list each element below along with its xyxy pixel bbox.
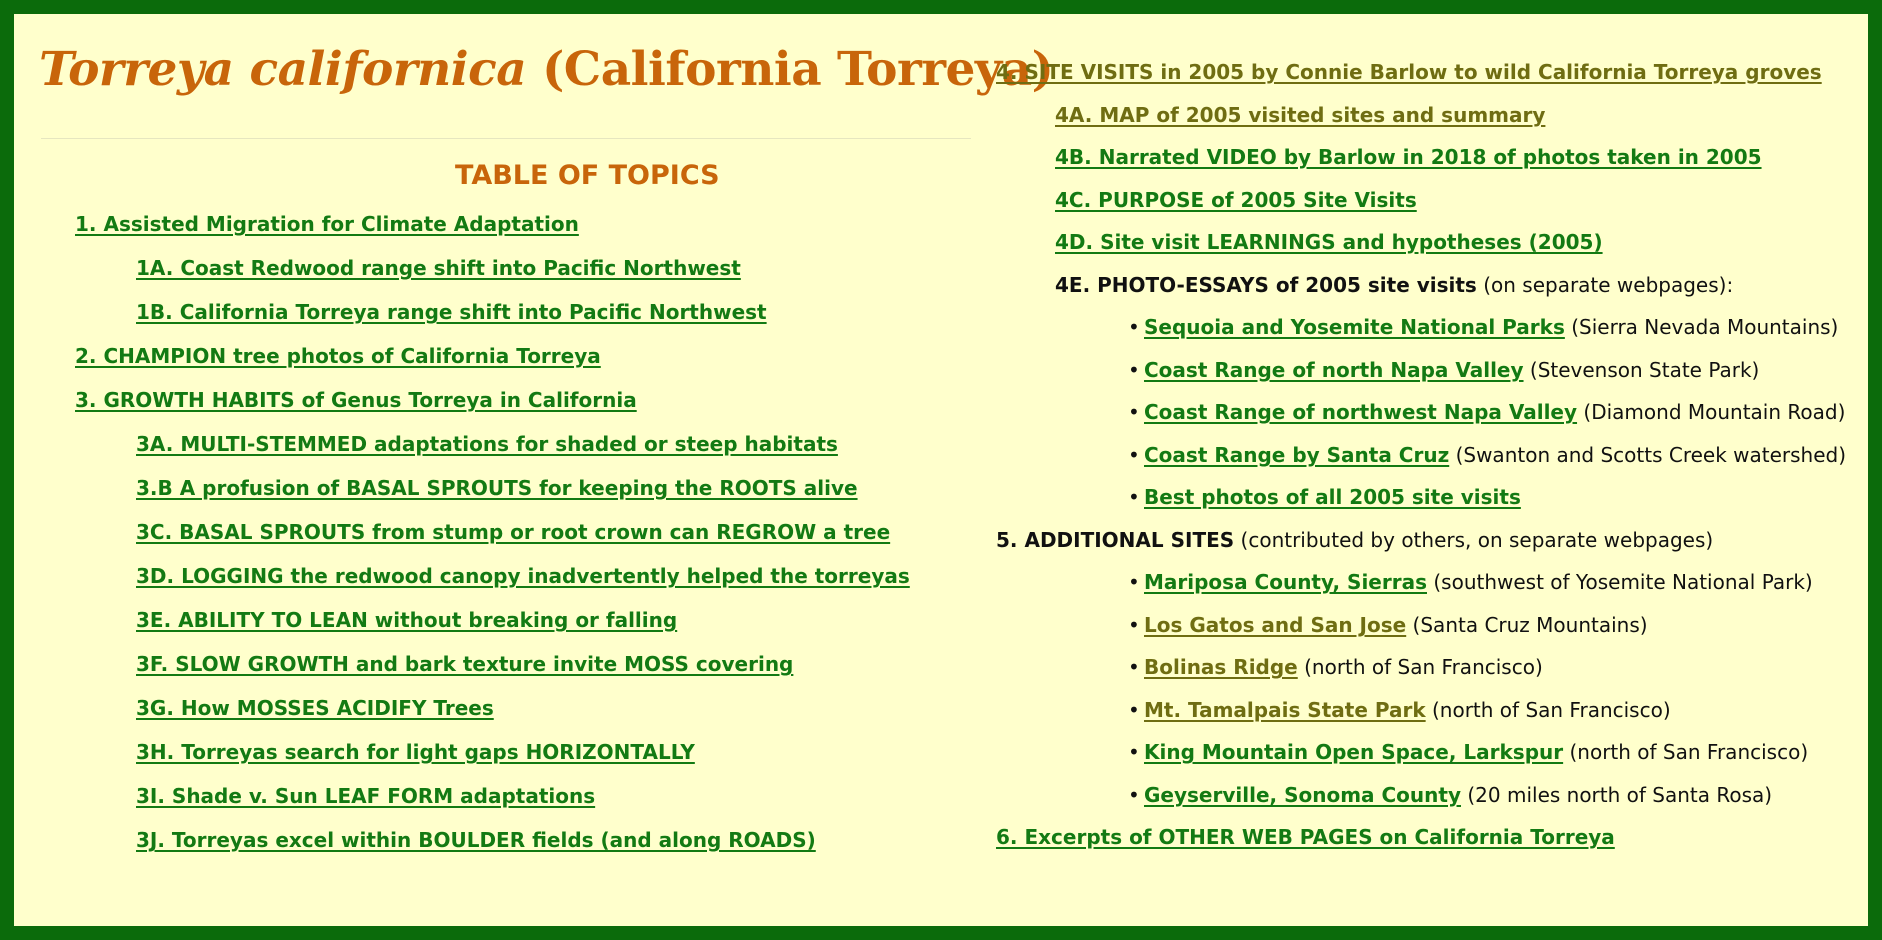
- toc-item-3e[interactable]: [136, 608, 677, 632]
- toc-item-4d[interactable]: [1055, 230, 1603, 254]
- toc-item-6[interactable]: [996, 825, 1615, 849]
- toc-item-3g[interactable]: [136, 696, 494, 720]
- toc-link[interactable]: 3A. MULTI-STEMMED adaptations for shaded or steep habitats: [136, 432, 838, 456]
- item-note: (Swanton and Scotts Creek watershed): [1449, 443, 1847, 467]
- toc-link[interactable]: 3.B A profusion of BASAL SPROUTS for keeping the ROOTS alive: [136, 476, 858, 500]
- item-note: (Stevenson State Park): [1523, 358, 1760, 382]
- additional-site-item[interactable]: [1128, 655, 1543, 679]
- photo-essay-link[interactable]: Coast Range by Santa Cruz: [1144, 443, 1450, 467]
- photo-essay-item[interactable]: [1128, 485, 1521, 509]
- additional-site-link[interactable]: Bolinas Ridge: [1144, 655, 1298, 679]
- photo-essay-item[interactable]: [1128, 443, 1847, 467]
- toc-item-3[interactable]: [75, 388, 637, 412]
- toc-link[interactable]: 1B. California Torreya range shift into Pacific Northwest: [136, 300, 767, 324]
- section-note: (on separate webpages):: [1476, 273, 1734, 297]
- toc-link[interactable]: 3G. How MOSSES ACIDIFY Trees: [136, 696, 494, 720]
- toc-link[interactable]: 6. Excerpts of OTHER WEB PAGES on California Torreya: [996, 825, 1615, 849]
- bullet-icon: •: [1128, 655, 1140, 679]
- additional-site-link[interactable]: Mt. Tamalpais State Park: [1144, 698, 1426, 722]
- toc-link[interactable]: 3. GROWTH HABITS of Genus Torreya in California: [75, 388, 637, 412]
- toc-link[interactable]: 4B. Narrated VIDEO by Barlow in 2018 of photos taken in 2005: [1055, 145, 1762, 169]
- title-scientific-name: Torreya californica: [39, 42, 527, 97]
- toc-item-4[interactable]: [996, 60, 1822, 84]
- additional-site-item[interactable]: [1128, 570, 1813, 594]
- item-note: (Diamond Mountain Road): [1577, 400, 1846, 424]
- page-frame: [14, 14, 1868, 926]
- toc-link[interactable]: 3D. LOGGING the redwood canopy inadvertently helped the torreyas: [136, 564, 910, 588]
- bullet-icon: •: [1128, 315, 1140, 339]
- bullet-icon: •: [1128, 400, 1140, 424]
- item-note: (Santa Cruz Mountains): [1406, 613, 1648, 637]
- bullet-icon: •: [1128, 570, 1140, 594]
- toc-item-3a[interactable]: [136, 432, 838, 456]
- left-column: [14, 14, 1054, 926]
- toc-item-1[interactable]: [75, 212, 579, 236]
- toc-link[interactable]: 3E. ABILITY TO LEAN without breaking or falling: [136, 608, 678, 632]
- photo-essay-item[interactable]: [1128, 315, 1839, 339]
- additional-site-item[interactable]: [1128, 740, 1809, 764]
- photo-essay-link[interactable]: Best photos of all 2005 site visits: [1144, 485, 1521, 509]
- toc-item-4c[interactable]: [1055, 188, 1417, 212]
- bullet-icon: •: [1128, 783, 1140, 807]
- bullet-icon: •: [1128, 613, 1140, 637]
- bullet-icon: •: [1128, 443, 1140, 467]
- toc-item-4e: [1055, 273, 1733, 297]
- item-note: (north of San Francisco): [1563, 740, 1809, 764]
- toc-item-1b[interactable]: [136, 300, 767, 324]
- toc-link[interactable]: 1A. Coast Redwood range shift into Pacific Northwest: [136, 256, 741, 280]
- section-note: (contributed by others, on separate webpages): [1234, 528, 1714, 552]
- item-note: (southwest of Yosemite National Park): [1427, 570, 1813, 594]
- section-label: 5. ADDITIONAL SITES: [996, 528, 1235, 552]
- additional-site-link[interactable]: Geyserville, Sonoma County: [1144, 783, 1461, 807]
- right-column: [996, 14, 1868, 926]
- bullet-icon: •: [1128, 740, 1140, 764]
- toc-heading: TABLE OF TOPICS: [455, 160, 720, 191]
- bullet-icon: •: [1128, 358, 1140, 382]
- toc-item-2[interactable]: [75, 344, 601, 368]
- toc-item-3j[interactable]: [136, 828, 816, 852]
- additional-site-item[interactable]: [1128, 613, 1648, 637]
- toc-item-3h[interactable]: [136, 740, 695, 764]
- toc-link[interactable]: 2. CHAMPION tree photos of California Torreya: [75, 344, 601, 368]
- toc-link[interactable]: 3F. SLOW GROWTH and bark texture invite MOSS covering: [136, 652, 794, 676]
- toc-link[interactable]: 3I. Shade v. Sun LEAF FORM adaptations: [136, 784, 596, 808]
- toc-item-3b[interactable]: [136, 476, 858, 500]
- bullet-icon: •: [1128, 698, 1140, 722]
- photo-essay-item[interactable]: [1128, 358, 1760, 382]
- toc-link[interactable]: 4D. Site visit LEARNINGS and hypotheses (2005): [1055, 230, 1603, 254]
- toc-link[interactable]: 3C. BASAL SPROUTS from stump or root crown can REGROW a tree: [136, 520, 891, 544]
- toc-item-3f[interactable]: [136, 652, 793, 676]
- item-note: (Sierra Nevada Mountains): [1564, 315, 1839, 339]
- toc-link[interactable]: 4. SITE VISITS in 2005 by Connie Barlow to wild California Torreya groves: [996, 60, 1822, 84]
- toc-item-4b[interactable]: [1055, 145, 1762, 169]
- toc-item-5: [996, 528, 1713, 552]
- toc-link[interactable]: 1. Assisted Migration for Climate Adaptation: [75, 212, 579, 236]
- section-label: 4E. PHOTO-ESSAYS of 2005 site visits: [1055, 273, 1477, 297]
- photo-essay-link[interactable]: Coast Range of north Napa Valley: [1144, 358, 1524, 382]
- additional-site-item[interactable]: [1128, 698, 1671, 722]
- toc-item-3d[interactable]: [136, 564, 910, 588]
- page-title: [39, 42, 1054, 97]
- item-note: (north of San Francisco): [1425, 698, 1671, 722]
- toc-link[interactable]: 4C. PURPOSE of 2005 Site Visits: [1055, 188, 1417, 212]
- toc-item-3c[interactable]: [136, 520, 890, 544]
- toc-link[interactable]: 3H. Torreyas search for light gaps HORIZONTALLY: [136, 740, 695, 764]
- item-note: (20 miles north of Santa Rosa): [1461, 783, 1773, 807]
- additional-site-link[interactable]: Mariposa County, Sierras: [1144, 570, 1427, 594]
- photo-essay-item[interactable]: [1128, 400, 1846, 424]
- additional-site-link[interactable]: King Mountain Open Space, Larkspur: [1144, 740, 1564, 764]
- toc-item-3i[interactable]: [136, 784, 595, 808]
- toc-item-1a[interactable]: [136, 256, 741, 280]
- title-common-name: (California Torreya): [526, 42, 1054, 97]
- toc-link[interactable]: 4A. MAP of 2005 visited sites and summary: [1055, 103, 1546, 127]
- photo-essay-link[interactable]: Coast Range of northwest Napa Valley: [1144, 400, 1578, 424]
- item-note: (north of San Francisco): [1297, 655, 1543, 679]
- bullet-icon: •: [1128, 485, 1140, 509]
- additional-site-item[interactable]: [1128, 783, 1773, 807]
- photo-essay-link[interactable]: Sequoia and Yosemite National Parks: [1144, 315, 1565, 339]
- additional-site-link[interactable]: Los Gatos and San Jose: [1144, 613, 1407, 637]
- toc-link[interactable]: 3J. Torreyas excel within BOULDER fields (and along ROADS): [136, 828, 816, 852]
- title-divider: [41, 138, 971, 139]
- toc-item-4a[interactable]: [1055, 103, 1545, 127]
